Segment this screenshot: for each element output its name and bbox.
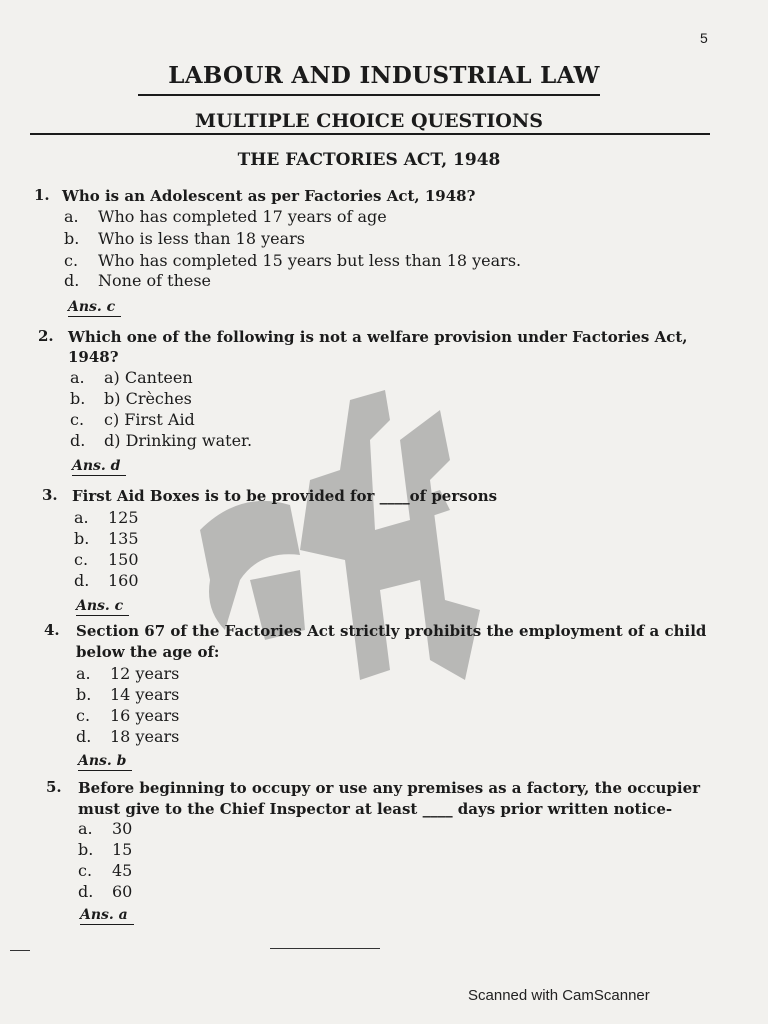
option-text: None of these <box>98 271 212 290</box>
option-a <box>70 368 193 389</box>
option-letter: c. <box>74 550 89 569</box>
option-d <box>78 882 132 903</box>
option-d <box>76 727 179 748</box>
option-d <box>70 431 252 452</box>
option-letter: b. <box>70 389 86 408</box>
option-letter: a. <box>76 664 91 683</box>
option-c <box>76 706 179 727</box>
option-a <box>76 664 179 685</box>
question-text-line-2: must give to the Chief Inspector at least ____ days prior written notice- <box>78 800 673 818</box>
option-letter: d. <box>78 882 94 901</box>
option-c <box>74 550 139 571</box>
question-number: 5. <box>46 778 62 796</box>
section-title: THE FACTORIES ACT, 1948 <box>237 150 501 170</box>
answer-label: Ans. d <box>72 458 126 476</box>
option-text: 16 years <box>110 706 180 725</box>
option-letter: c. <box>64 251 79 270</box>
option-letter: d. <box>64 271 80 290</box>
question-text-line-1: Which one of the following is not a welfare provision under Factories Act, <box>68 328 688 346</box>
option-text: 60 <box>112 882 133 901</box>
footer-divider-left <box>10 950 30 951</box>
question-text: First Aid Boxes is to be provided for ____of persons <box>72 487 498 505</box>
option-text: 18 years <box>110 727 180 746</box>
option-text: d) Drinking water. <box>104 431 253 450</box>
option-letter: b. <box>64 229 80 248</box>
question-number: 2. <box>38 327 54 345</box>
option-a <box>74 508 139 529</box>
option-text: Who has completed 17 years of age <box>98 207 387 226</box>
option-text: 150 <box>108 550 139 569</box>
option-text: 45 <box>112 861 133 880</box>
option-letter: d. <box>76 727 92 746</box>
question-text-line-2: below the age of: <box>76 643 220 661</box>
option-b <box>74 529 139 550</box>
option-letter: b. <box>76 685 92 704</box>
question-text-line-1: Section 67 of the Factories Act strictly prohibits the employment of a child <box>76 622 707 640</box>
page-number: 5 <box>700 30 708 46</box>
option-text: 12 years <box>110 664 180 683</box>
question-number: 1. <box>34 186 50 204</box>
scanner-watermark-text: Scanned with CamScanner <box>468 987 650 1004</box>
question-number: 4. <box>44 621 60 639</box>
option-a <box>78 819 132 840</box>
option-a <box>64 207 387 228</box>
option-letter: c. <box>76 706 91 725</box>
option-b <box>78 840 132 861</box>
option-b <box>76 685 179 706</box>
option-letter: c. <box>78 861 93 880</box>
option-d <box>64 271 211 292</box>
option-text: Who is less than 18 years <box>98 229 305 248</box>
option-text: a) Canteen <box>104 368 193 387</box>
footer-divider <box>270 948 380 949</box>
option-d <box>74 571 139 592</box>
option-text: 30 <box>112 819 133 838</box>
option-text: 14 years <box>110 685 180 704</box>
option-b <box>64 229 305 250</box>
option-letter: a. <box>64 207 79 226</box>
question-number: 3. <box>42 486 58 504</box>
option-c <box>70 410 195 431</box>
option-letter: b. <box>74 529 90 548</box>
header-divider <box>30 133 710 135</box>
option-c <box>64 251 521 272</box>
page-title: LABOUR AND INDUSTRIAL LAW <box>168 62 600 89</box>
answer-label: Ans. b <box>78 753 132 771</box>
option-b <box>70 389 192 410</box>
option-text: 15 <box>112 840 133 859</box>
option-letter: b. <box>78 840 94 859</box>
option-text: 160 <box>108 571 139 590</box>
option-letter: a. <box>78 819 93 838</box>
option-letter: c. <box>70 410 85 429</box>
option-text: 125 <box>108 508 139 527</box>
answer-label: Ans. c <box>68 299 121 317</box>
option-text: 135 <box>108 529 139 548</box>
option-text: Who has completed 15 years but less than 18 years. <box>98 251 522 270</box>
option-letter: a. <box>74 508 89 527</box>
option-letter: a. <box>70 368 85 387</box>
option-letter: d. <box>74 571 90 590</box>
title-underline <box>138 94 600 96</box>
question-text-line-1: Before beginning to occupy or use any premises as a factory, the occupier <box>78 779 701 797</box>
option-text: b) Crèches <box>104 389 192 408</box>
answer-label: Ans. c <box>76 598 129 616</box>
page-subtitle: MULTIPLE CHOICE QUESTIONS <box>195 110 543 132</box>
option-text: c) First Aid <box>104 410 195 429</box>
question-text-line-2: 1948? <box>68 348 119 366</box>
option-c <box>78 861 132 882</box>
option-letter: d. <box>70 431 86 450</box>
question-text: Who is an Adolescent as per Factories Act, 1948? <box>62 187 476 205</box>
publisher-watermark-logo <box>180 380 560 700</box>
answer-label: Ans. a <box>80 907 134 925</box>
